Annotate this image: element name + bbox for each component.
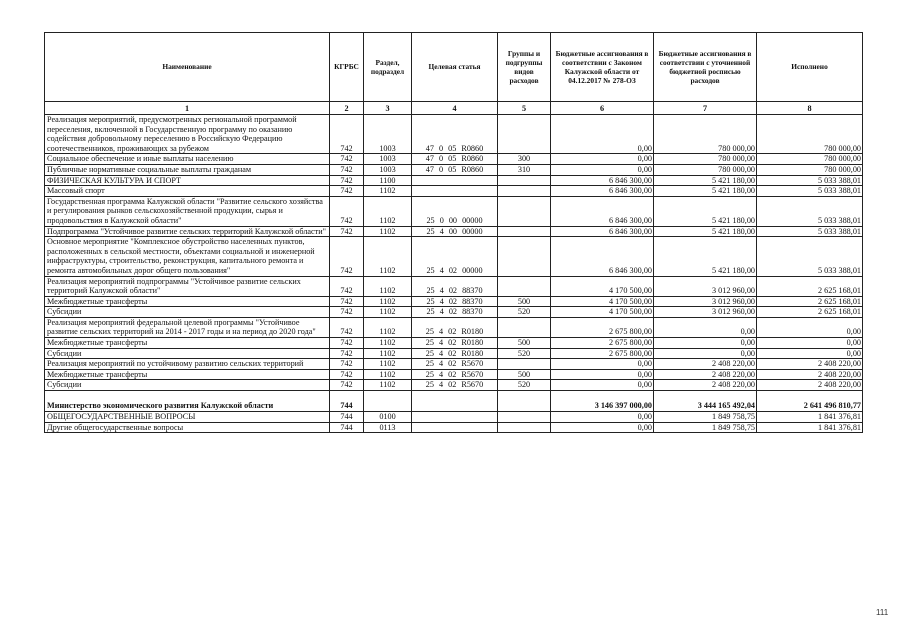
- cell-target-article: 25 4 02 00000: [412, 237, 498, 276]
- cell-kgrbs: 742: [330, 175, 364, 186]
- cell-expense-group: 520: [498, 380, 551, 391]
- cell-name: Межбюджетные трансферты: [45, 369, 330, 380]
- cell-executed: 780 000,00: [757, 115, 863, 154]
- cell-executed: 0,00: [757, 348, 863, 359]
- cell-budget-updated: 3 012 960,00: [654, 307, 757, 318]
- cell-target-article: 25 4 02 R0180: [412, 338, 498, 349]
- cell-expense-group: 300: [498, 154, 551, 165]
- cell-budget-law: 6 846 300,00: [551, 186, 654, 197]
- cell-executed: 780 000,00: [757, 154, 863, 165]
- cell-target-article: 25 4 02 88370: [412, 307, 498, 318]
- cell-kgrbs: 742: [330, 115, 364, 154]
- table-row: [45, 226, 863, 237]
- cell-razdel: 1100: [364, 175, 412, 186]
- cell-executed: 5 033 388,01: [757, 226, 863, 237]
- table-row: [45, 359, 863, 370]
- header-executed: Исполнено: [757, 33, 863, 102]
- column-number: 4: [412, 102, 498, 115]
- cell-budget-updated: 1 849 758,75: [654, 412, 757, 423]
- table-row: [45, 196, 863, 226]
- column-number: 1: [45, 102, 330, 115]
- cell-razdel: 1102: [364, 186, 412, 197]
- cell-executed: 2 625 168,01: [757, 307, 863, 318]
- cell-target-article: 47 0 05 R0860: [412, 115, 498, 154]
- cell-name: Реализация мероприятий федеральной целевой программы "Устойчивое развитие сельских территорий на 2014 - 2017 годы и на период до 2020 года": [45, 317, 330, 337]
- cell-kgrbs: 742: [330, 196, 364, 226]
- table-row: [45, 296, 863, 307]
- cell-razdel: 1102: [364, 276, 412, 296]
- cell-target-article: 25 4 02 R0180: [412, 348, 498, 359]
- cell-expense-group: 500: [498, 296, 551, 307]
- cell-kgrbs: 744: [330, 422, 364, 433]
- cell-budget-law: 4 170 500,00: [551, 276, 654, 296]
- cell-budget-updated: 2 408 220,00: [654, 359, 757, 370]
- cell-expense-group: [498, 276, 551, 296]
- table-row: [45, 412, 863, 423]
- cell-kgrbs: 744: [330, 391, 364, 412]
- cell-razdel: 1102: [364, 307, 412, 318]
- cell-budget-law: 6 846 300,00: [551, 237, 654, 276]
- cell-name: Межбюджетные трансферты: [45, 338, 330, 349]
- cell-budget-law: 0,00: [551, 154, 654, 165]
- cell-kgrbs: 744: [330, 412, 364, 423]
- cell-executed: 5 033 388,01: [757, 196, 863, 226]
- cell-budget-updated: 2 408 220,00: [654, 380, 757, 391]
- cell-budget-updated: 780 000,00: [654, 115, 757, 154]
- cell-budget-law: 0,00: [551, 369, 654, 380]
- header-budget-law: Бюджетные ассигнования в соответствии с Законом Калужской области от 04.12.2017 № 278-ОЗ: [551, 33, 654, 102]
- cell-executed: 2 408 220,00: [757, 380, 863, 391]
- table-body: [45, 115, 863, 433]
- cell-expense-group: [498, 226, 551, 237]
- cell-expense-group: [498, 196, 551, 226]
- cell-target-article: 25 4 02 R5670: [412, 359, 498, 370]
- cell-expense-group: [498, 186, 551, 197]
- table-row: [45, 237, 863, 276]
- cell-target-article: 25 4 02 R0180: [412, 317, 498, 337]
- column-number: 5: [498, 102, 551, 115]
- cell-budget-law: 0,00: [551, 115, 654, 154]
- cell-name: Основное мероприятие "Комплексное обустройство населенных пунктов, расположенных в сельской местности, объектами социальной и инженерной инфраструктуры, строительство, реконструкция, капитального ремонта и ремонта автомобильных дорог общего пользования": [45, 237, 330, 276]
- cell-target-article: [412, 412, 498, 423]
- column-number: 6: [551, 102, 654, 115]
- cell-target-article: 47 0 05 R0860: [412, 164, 498, 175]
- cell-budget-updated: 0,00: [654, 317, 757, 337]
- cell-razdel: 1003: [364, 164, 412, 175]
- table-row: [45, 369, 863, 380]
- cell-target-article: [412, 422, 498, 433]
- budget-table: [44, 32, 863, 433]
- cell-executed: 2 625 168,01: [757, 296, 863, 307]
- cell-kgrbs: 742: [330, 380, 364, 391]
- cell-executed: 5 033 388,01: [757, 237, 863, 276]
- cell-name: Субсидии: [45, 307, 330, 318]
- cell-budget-law: 0,00: [551, 164, 654, 175]
- cell-executed: 1 841 376,81: [757, 422, 863, 433]
- cell-name: Реализация мероприятий по устойчивому развитию сельских территорий: [45, 359, 330, 370]
- cell-expense-group: [498, 237, 551, 276]
- table-row: [45, 276, 863, 296]
- cell-budget-updated: 3 012 960,00: [654, 296, 757, 307]
- cell-razdel: 1102: [364, 359, 412, 370]
- column-number: 2: [330, 102, 364, 115]
- cell-target-article: 25 4 00 00000: [412, 226, 498, 237]
- header-budget-updated: Бюджетные ассигнования в соответствии с уточненной бюджетной росписью расходов: [654, 33, 757, 102]
- cell-name: ОБЩЕГОСУДАРСТВЕННЫЕ ВОПРОСЫ: [45, 412, 330, 423]
- cell-razdel: 1003: [364, 154, 412, 165]
- cell-executed: 1 841 376,81: [757, 412, 863, 423]
- cell-target-article: 25 4 02 88370: [412, 296, 498, 307]
- cell-name: ФИЗИЧЕСКАЯ КУЛЬТУРА И СПОРТ: [45, 175, 330, 186]
- cell-name: Субсидии: [45, 380, 330, 391]
- cell-executed: 2 408 220,00: [757, 359, 863, 370]
- table-row: [45, 348, 863, 359]
- header-razdel: Раздел, подраздел: [364, 33, 412, 102]
- cell-kgrbs: 742: [330, 296, 364, 307]
- cell-name: Межбюджетные трансферты: [45, 296, 330, 307]
- cell-kgrbs: 742: [330, 154, 364, 165]
- cell-expense-group: [498, 412, 551, 423]
- cell-budget-law: 6 846 300,00: [551, 226, 654, 237]
- cell-target-article: 25 4 02 R5670: [412, 380, 498, 391]
- cell-budget-updated: 5 421 180,00: [654, 196, 757, 226]
- column-number: 3: [364, 102, 412, 115]
- cell-expense-group: [498, 115, 551, 154]
- cell-executed: 2 641 496 810,77: [757, 391, 863, 412]
- cell-razdel: 1102: [364, 369, 412, 380]
- cell-expense-group: [498, 359, 551, 370]
- column-number: 7: [654, 102, 757, 115]
- cell-kgrbs: 742: [330, 348, 364, 359]
- cell-razdel: 1102: [364, 196, 412, 226]
- cell-kgrbs: 742: [330, 338, 364, 349]
- cell-razdel: 1003: [364, 115, 412, 154]
- cell-budget-updated: 3 444 165 492,04: [654, 391, 757, 412]
- cell-budget-updated: 0,00: [654, 338, 757, 349]
- table-row: [45, 175, 863, 186]
- cell-kgrbs: 742: [330, 226, 364, 237]
- cell-budget-law: 6 846 300,00: [551, 196, 654, 226]
- cell-expense-group: 310: [498, 164, 551, 175]
- cell-budget-law: 2 675 800,00: [551, 338, 654, 349]
- cell-budget-law: 0,00: [551, 359, 654, 370]
- cell-expense-group: [498, 422, 551, 433]
- cell-expense-group: 500: [498, 338, 551, 349]
- cell-budget-updated: 0,00: [654, 348, 757, 359]
- cell-target-article: [412, 391, 498, 412]
- cell-expense-group: [498, 175, 551, 186]
- cell-target-article: 25 4 02 88370: [412, 276, 498, 296]
- cell-executed: 5 033 388,01: [757, 175, 863, 186]
- budget-report-sheet: [44, 32, 863, 433]
- cell-razdel: 1102: [364, 226, 412, 237]
- cell-kgrbs: 742: [330, 307, 364, 318]
- cell-razdel: 1102: [364, 317, 412, 337]
- cell-executed: 5 033 388,01: [757, 186, 863, 197]
- cell-expense-group: [498, 391, 551, 412]
- cell-name: Публичные нормативные социальные выплаты гражданам: [45, 164, 330, 175]
- cell-name: Реализация мероприятий, предусмотренных региональной программой переселения, включенной в Государственную программу по оказанию содействия добровольному переселению в Российскую Федерацию соотечественников, проживающих за рубежом: [45, 115, 330, 154]
- cell-executed: 0,00: [757, 317, 863, 337]
- table-row: [45, 338, 863, 349]
- cell-budget-updated: 780 000,00: [654, 164, 757, 175]
- cell-target-article: 25 0 00 00000: [412, 196, 498, 226]
- cell-razdel: 1102: [364, 237, 412, 276]
- cell-executed: 780 000,00: [757, 164, 863, 175]
- header-row: [45, 33, 863, 102]
- cell-name: Субсидии: [45, 348, 330, 359]
- header-target: Целевая статья: [412, 33, 498, 102]
- page-number: 111: [876, 608, 889, 617]
- table-row: [45, 380, 863, 391]
- cell-razdel: 1102: [364, 348, 412, 359]
- cell-name: Массовый спорт: [45, 186, 330, 197]
- header-name: Наименование: [45, 33, 330, 102]
- cell-budget-law: 0,00: [551, 422, 654, 433]
- cell-razdel: 1102: [364, 296, 412, 307]
- cell-budget-law: 2 675 800,00: [551, 348, 654, 359]
- cell-name: Министерство экономического развития Калужской области: [45, 391, 330, 412]
- cell-budget-updated: 780 000,00: [654, 154, 757, 165]
- column-number-row: [45, 102, 863, 115]
- cell-razdel: [364, 391, 412, 412]
- cell-budget-law: 0,00: [551, 412, 654, 423]
- cell-budget-updated: 2 408 220,00: [654, 369, 757, 380]
- cell-expense-group: [498, 317, 551, 337]
- cell-name: Государственная программа Калужской области "Развитие сельского хозяйства и регулирования рынков сельскохозяйственной продукции, сырья и продовольствия в Калужской области": [45, 196, 330, 226]
- cell-kgrbs: 742: [330, 237, 364, 276]
- cell-name: Другие общегосударственные вопросы: [45, 422, 330, 433]
- cell-razdel: 0100: [364, 412, 412, 423]
- column-number: 8: [757, 102, 863, 115]
- cell-target-article: [412, 175, 498, 186]
- cell-razdel: 0113: [364, 422, 412, 433]
- cell-executed: 0,00: [757, 338, 863, 349]
- cell-kgrbs: 742: [330, 276, 364, 296]
- cell-executed: 2 625 168,01: [757, 276, 863, 296]
- cell-expense-group: 520: [498, 348, 551, 359]
- cell-budget-law: 3 146 397 000,00: [551, 391, 654, 412]
- cell-razdel: 1102: [364, 380, 412, 391]
- cell-kgrbs: 742: [330, 317, 364, 337]
- cell-name: Реализация мероприятий подпрограммы "Устойчивое развитие сельских территорий Калужской области": [45, 276, 330, 296]
- cell-budget-updated: 1 849 758,75: [654, 422, 757, 433]
- header-groups: Группы и подгруппы видов расходов: [498, 33, 551, 102]
- cell-kgrbs: 742: [330, 186, 364, 197]
- cell-kgrbs: 742: [330, 369, 364, 380]
- cell-budget-updated: 5 421 180,00: [654, 186, 757, 197]
- table-row: [45, 186, 863, 197]
- cell-razdel: 1102: [364, 338, 412, 349]
- cell-budget-law: 6 846 300,00: [551, 175, 654, 186]
- cell-executed: 2 408 220,00: [757, 369, 863, 380]
- header-kgrbs: КГРБС: [330, 33, 364, 102]
- cell-name: Социальное обеспечение и иные выплаты населению: [45, 154, 330, 165]
- cell-expense-group: 500: [498, 369, 551, 380]
- cell-budget-law: 4 170 500,00: [551, 296, 654, 307]
- table-row: [45, 391, 863, 412]
- cell-target-article: 25 4 02 R5670: [412, 369, 498, 380]
- cell-budget-law: 4 170 500,00: [551, 307, 654, 318]
- cell-target-article: [412, 186, 498, 197]
- cell-target-article: 47 0 05 R0860: [412, 154, 498, 165]
- table-row: [45, 317, 863, 337]
- table-row: [45, 115, 863, 154]
- cell-budget-law: 0,00: [551, 380, 654, 391]
- cell-expense-group: 520: [498, 307, 551, 318]
- cell-budget-updated: 3 012 960,00: [654, 276, 757, 296]
- cell-budget-updated: 5 421 180,00: [654, 226, 757, 237]
- cell-kgrbs: 742: [330, 164, 364, 175]
- cell-kgrbs: 742: [330, 359, 364, 370]
- cell-name: Подпрограмма "Устойчивое развитие сельских территорий Калужской области": [45, 226, 330, 237]
- table-row: [45, 164, 863, 175]
- cell-budget-updated: 5 421 180,00: [654, 175, 757, 186]
- table-row: [45, 422, 863, 433]
- table-row: [45, 307, 863, 318]
- table-row: [45, 154, 863, 165]
- cell-budget-law: 2 675 800,00: [551, 317, 654, 337]
- cell-budget-updated: 5 421 180,00: [654, 237, 757, 276]
